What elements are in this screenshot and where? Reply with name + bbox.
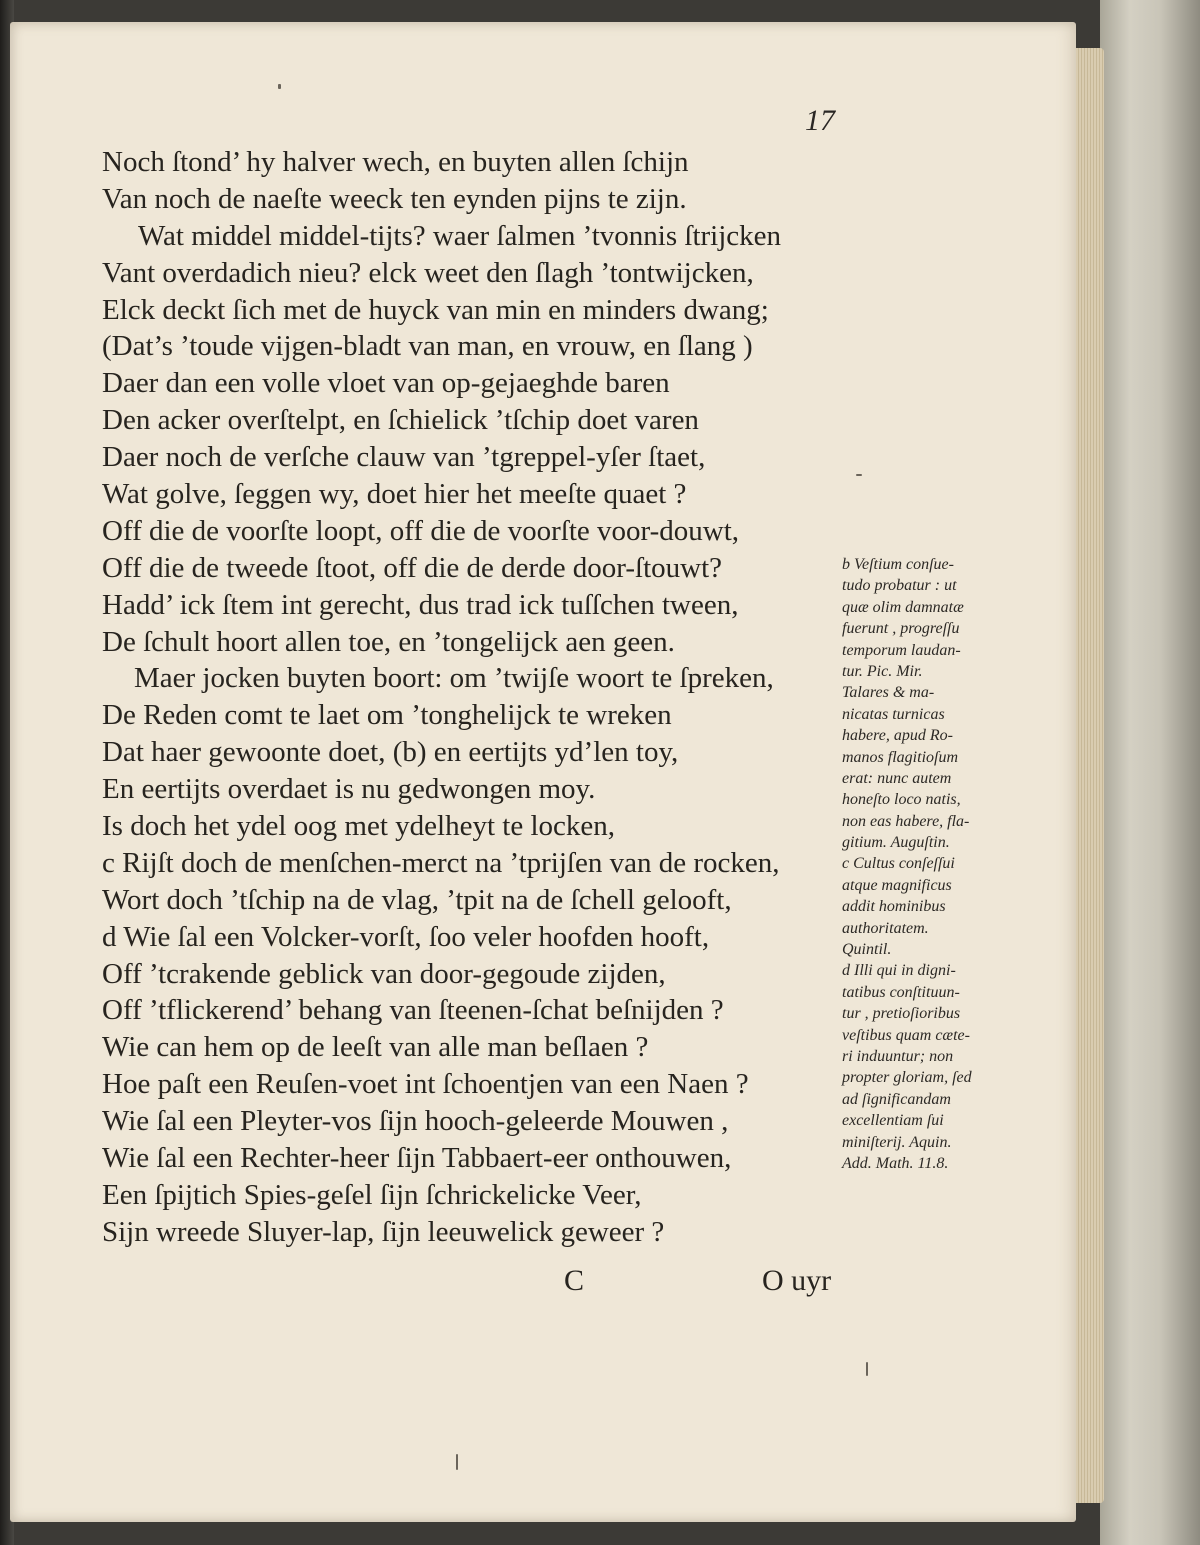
margin-note-line: habere, apud Ro-	[842, 727, 953, 745]
margin-note-line: gitium. Auguſtin.	[842, 834, 950, 852]
margin-note-line: excellentiam ſui	[842, 1112, 944, 1130]
verse-line: c Rijſt doch de menſchen-merct na ’tprijſen van de rocken,	[102, 846, 780, 879]
margin-note-line: tudo probatur : ut	[842, 577, 957, 595]
verse-line: Den acker overſtelpt, en ſchielick ’tſchip doet varen	[102, 404, 699, 437]
margin-note-line: c Cultus conſeſſui	[842, 855, 955, 873]
verse-line: Is doch het ydel oog met ydelheyt te locken,	[102, 810, 615, 843]
verse-line: Off die de voorſte loopt, off die de voorſte voor-douwt,	[102, 514, 740, 547]
verse-line: Daer noch de verſche clauw van ’tgreppel-yſer ſtaet,	[102, 441, 706, 474]
verse-line: Sijn wreede Sluyer-lap, ſijn leeuwelick geweer ?	[102, 1215, 665, 1248]
margin-note-line: Talares & ma-	[842, 684, 935, 702]
margin-note-line: ri induuntur; non	[842, 1047, 954, 1065]
margin-note-line: temporum laudan-	[842, 641, 961, 659]
margin-note-line: erat: nunc autem	[842, 769, 952, 787]
verse-line: En eertijts overdaet is nu gedwongen moy.	[102, 773, 596, 806]
margin-note-line: ad ſignificandam	[842, 1090, 951, 1108]
margin-note-line: atque magnificus	[842, 876, 952, 894]
verse-line: Wie can hem op de leeſt van alle man beſlaen ?	[102, 1031, 649, 1064]
verse-line: De ſchult hoort allen toe, en ’tongelijck aen geen.	[102, 625, 675, 658]
verse-line: d Wie ſal een Volcker-vorſt, ſoo veler hoofden hooft,	[102, 920, 710, 953]
book-page	[10, 22, 1076, 1522]
verse-line: Hadd’ ick ſtem int gerecht, dus trad ick tuſſchen tween,	[102, 588, 739, 621]
margin-note-line: veſtibus quam cæte-	[842, 1026, 970, 1044]
page-number: 17	[805, 104, 835, 137]
margin-note-line: quæ olim damnatæ	[842, 598, 964, 616]
margin-note-line: authoritatem.	[842, 919, 929, 937]
margin-note-line: non eas habere, fla-	[842, 812, 970, 830]
margin-note-line: manos flagitioſum	[842, 748, 959, 766]
margin-note-line: b Veſtium conſue-	[842, 556, 954, 573]
margin-notes	[842, 554, 1002, 1174]
margin-note-line: d Illi qui in digni-	[842, 962, 956, 980]
paper-speck	[456, 1454, 458, 1470]
book-binding-right	[1100, 0, 1200, 1545]
verse-line: Vant overdadich nieu? elck weet den ſlagh ’tontwijcken,	[102, 256, 754, 289]
verse-line: (Dat’s ’toude vijgen-bladt van man, en vrouw, en ſlang )	[102, 330, 753, 363]
verse-line: Off die de tweede ſtoot, off die de derde door-ſtouwt?	[102, 551, 723, 584]
margin-note-line: propter gloriam, ſed	[842, 1069, 972, 1087]
margin-note-line: tur , pretioſioribus	[842, 1005, 961, 1023]
paper-speck	[866, 1362, 868, 1376]
verse-line: Wort doch ’tſchip na de vlag, ’tpit na de ſchell gelooft,	[102, 883, 732, 916]
verse-line: Hoe paſt een Reuſen-voet int ſchoentjen van een Naen ?	[102, 1068, 749, 1101]
verse-line: Noch ſtond’ hy halver wech, en buyten allen ſchijn	[102, 146, 689, 178]
margin-note-line: miniſterij. Aquin.	[842, 1133, 952, 1151]
verse-line: Wat middel middel-tijts? waer ſalmen ’tvonnis ſtrijcken	[138, 219, 782, 252]
paper-speck	[856, 474, 862, 476]
paper-speck	[278, 84, 281, 89]
verse-line: Dat haer gewoonte doet, (b) en eertijts yd’len toy,	[102, 736, 679, 769]
margin-note-line: tur. Pic. Mir.	[842, 662, 923, 680]
verse-line: Elck deckt ſich met de huyck van min en minders dwang;	[102, 293, 769, 326]
verse-line: Wie ſal een Rechter-heer ſijn Tabbaert-eer onthouwen,	[102, 1142, 732, 1175]
verse-line: Een ſpijtich Spies-geſel ſijn ſchrickelicke Veer,	[102, 1178, 642, 1211]
margin-note-line: fuerunt , progreſſu	[842, 620, 960, 638]
margin-note-line: Quintil.	[842, 941, 892, 959]
verse-line: Van noch de naeſte weeck ten eynden pijns te zijn.	[102, 182, 687, 215]
verse-line: Daer dan een volle vloet van op-gejaeghde baren	[102, 367, 670, 400]
margin-note-line: honeſto loco natis,	[842, 791, 961, 809]
verse-line: De Reden comt te laet om ’tonghelijck te wreken	[102, 699, 672, 732]
margin-note-line: Add. Math. 11.8.	[842, 1154, 949, 1172]
verse-line: Wie ſal een Pleyter-vos ſijn hooch-geleerde Mouwen ,	[102, 1105, 729, 1138]
verse-body	[102, 144, 862, 1251]
signature-mark: C	[564, 1264, 585, 1297]
catchword: O uyr	[762, 1264, 832, 1297]
verse-line: Off ’tcrakende geblick van door-gegoude zijden,	[102, 957, 666, 990]
margin-note-line: nicatas turnicas	[842, 705, 945, 723]
margin-note-line: addit hominibus	[842, 898, 946, 916]
margin-note-line: tatibus conſtituun-	[842, 983, 960, 1001]
verse-line: Wat golve, ſeggen wy, doet hier het meeſte quaet ?	[102, 478, 687, 511]
verse-line: Off ’tflickerend’ behang van ſteenen-ſchat beſnijden ?	[102, 994, 724, 1027]
verse-line: Maer jocken buyten boort: om ’twijſe woort te ſpreken,	[134, 662, 774, 695]
